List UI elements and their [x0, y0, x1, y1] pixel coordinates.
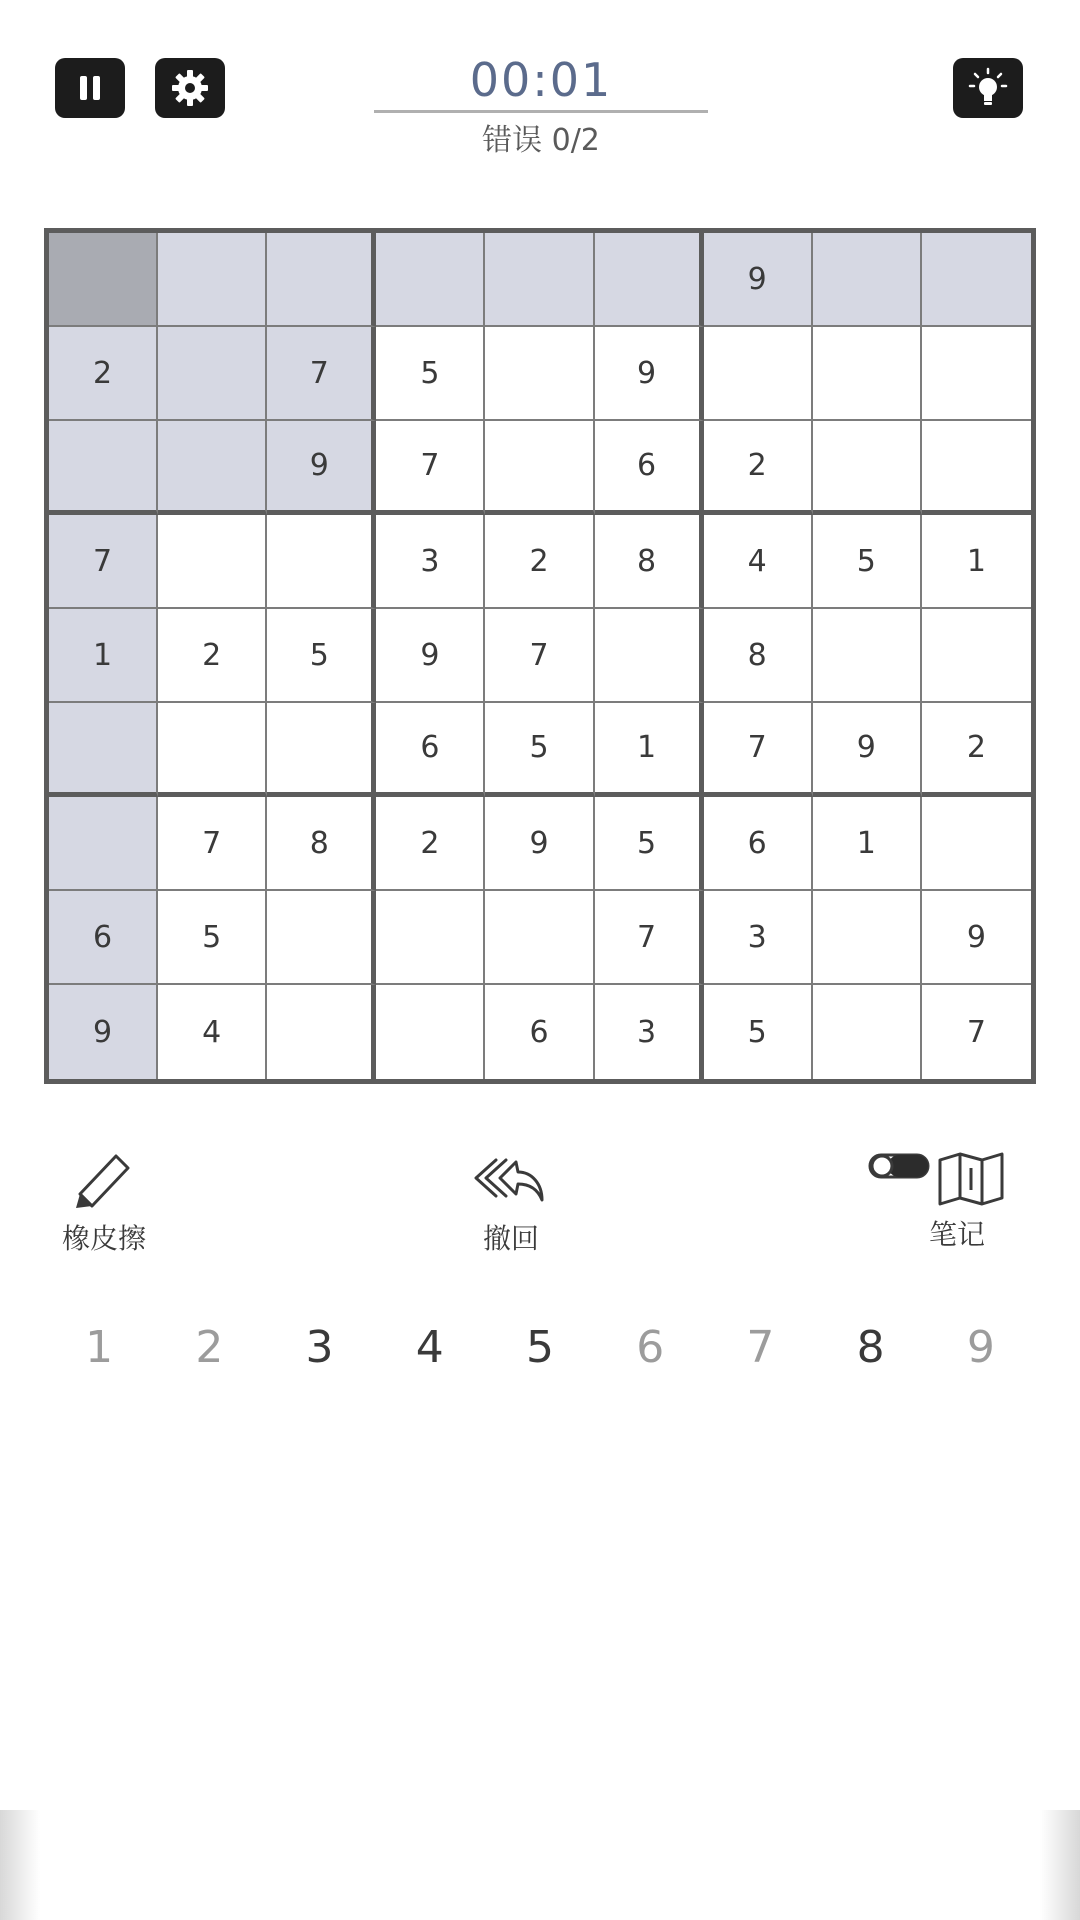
- undo-icon: [466, 1150, 556, 1214]
- sudoku-cell[interactable]: 1: [813, 797, 922, 891]
- sudoku-cell[interactable]: 8: [267, 797, 376, 891]
- sudoku-cell[interactable]: 7: [966, 1014, 986, 1050]
- settings-button[interactable]: [155, 58, 225, 118]
- notes-toggle[interactable]: [868, 1152, 930, 1184]
- sudoku-cell[interactable]: [158, 233, 267, 327]
- sudoku-cell[interactable]: 7: [704, 703, 813, 797]
- sudoku-cell[interactable]: 9: [595, 327, 704, 421]
- sudoku-cell[interactable]: 9: [813, 703, 922, 797]
- sudoku-cell[interactable]: 6: [704, 797, 813, 891]
- sudoku-cell[interactable]: [922, 609, 1031, 703]
- number-key-8[interactable]: 8: [856, 1322, 885, 1373]
- sudoku-cell[interactable]: 2: [922, 703, 1031, 797]
- gear-icon: [168, 66, 212, 110]
- sudoku-cell[interactable]: 5: [376, 327, 485, 421]
- sudoku-cell[interactable]: 7: [485, 609, 594, 703]
- sudoku-cell[interactable]: 9: [49, 985, 158, 1079]
- notebook-icon: [936, 1150, 1006, 1210]
- sudoku-cell[interactable]: 1: [595, 703, 704, 797]
- sudoku-grid: [44, 228, 1036, 1084]
- sudoku-cell[interactable]: [267, 233, 376, 327]
- pause-button[interactable]: [55, 58, 125, 118]
- sudoku-cell[interactable]: [704, 327, 813, 421]
- number-key-4[interactable]: 4: [415, 1322, 444, 1373]
- sudoku-cell[interactable]: [813, 327, 922, 421]
- notes-label: 笔记: [928, 1218, 985, 1251]
- sudoku-cell[interactable]: 9: [376, 609, 485, 703]
- sudoku-cell[interactable]: 5: [595, 797, 704, 891]
- sudoku-cell[interactable]: 3: [704, 891, 813, 985]
- sudoku-cell[interactable]: 5: [158, 891, 267, 985]
- sudoku-cell[interactable]: 7: [49, 515, 158, 609]
- notes-button[interactable]: [868, 1150, 1006, 1252]
- sudoku-cell[interactable]: 6: [595, 421, 704, 515]
- sudoku-cell[interactable]: [376, 233, 485, 327]
- eraser-icon: [64, 1150, 144, 1214]
- number-key-3[interactable]: 3: [305, 1322, 334, 1373]
- timer-underline: [374, 110, 708, 113]
- sudoku-cell[interactable]: 4: [158, 985, 267, 1079]
- sudoku-cell[interactable]: 2: [704, 421, 813, 515]
- lightbulb-icon: [966, 66, 1010, 110]
- sudoku-cell[interactable]: 5: [485, 703, 594, 797]
- sudoku-cell[interactable]: [813, 421, 922, 515]
- bottom-left-shade: [0, 1810, 40, 1920]
- undo-label: 撤回: [482, 1222, 539, 1255]
- sudoku-cell[interactable]: 5: [704, 985, 813, 1079]
- sudoku-cell[interactable]: [813, 609, 922, 703]
- sudoku-cell[interactable]: [49, 703, 158, 797]
- sudoku-cell[interactable]: 3: [595, 985, 704, 1079]
- sudoku-cell[interactable]: [485, 421, 594, 515]
- sudoku-cell[interactable]: [267, 985, 376, 1079]
- bottom-right-shade: [1040, 1810, 1080, 1920]
- eraser-button[interactable]: [62, 1150, 146, 1256]
- sudoku-cell[interactable]: [49, 233, 158, 327]
- sudoku-cell[interactable]: [267, 891, 376, 985]
- sudoku-cell[interactable]: [376, 891, 485, 985]
- sudoku-cell[interactable]: [485, 233, 594, 327]
- notes-controls: [868, 1150, 1006, 1210]
- sudoku-cell[interactable]: 8: [704, 609, 813, 703]
- sudoku-cell[interactable]: [267, 703, 376, 797]
- sudoku-cell[interactable]: 2: [158, 609, 267, 703]
- sudoku-cell[interactable]: [595, 609, 704, 703]
- eraser-label: 橡皮擦: [62, 1222, 147, 1255]
- number-pad: [44, 1318, 1036, 1378]
- sudoku-cell[interactable]: 9: [485, 797, 594, 891]
- sudoku-cell[interactable]: [813, 985, 922, 1079]
- sudoku-cell[interactable]: 1: [922, 515, 1031, 609]
- sudoku-cell[interactable]: 6: [49, 891, 158, 985]
- sudoku-cell[interactable]: [49, 421, 158, 515]
- sudoku-cell[interactable]: [922, 327, 1031, 421]
- number-key-5[interactable]: 5: [525, 1322, 554, 1373]
- sudoku-cell[interactable]: [813, 233, 922, 327]
- number-key-2[interactable]: 2: [195, 1322, 224, 1373]
- sudoku-cell[interactable]: 2: [485, 515, 594, 609]
- sudoku-cell[interactable]: 9: [267, 421, 376, 515]
- sudoku-cell[interactable]: [485, 891, 594, 985]
- number-key-9[interactable]: 9: [966, 1322, 995, 1373]
- mistakes-counter: 错误 0/2: [482, 123, 600, 158]
- sudoku-cell[interactable]: [595, 233, 704, 327]
- number-key-6[interactable]: 6: [636, 1322, 665, 1373]
- sudoku-cell[interactable]: 6: [485, 985, 594, 1079]
- sudoku-cell[interactable]: 9: [922, 891, 1031, 985]
- sudoku-cell[interactable]: 7: [595, 891, 704, 985]
- sudoku-cell[interactable]: [922, 797, 1031, 891]
- sudoku-cell[interactable]: [158, 421, 267, 515]
- sudoku-cell[interactable]: 5: [267, 609, 376, 703]
- sudoku-cell[interactable]: [158, 703, 267, 797]
- sudoku-cell[interactable]: [485, 327, 594, 421]
- number-key-7[interactable]: 7: [746, 1322, 775, 1373]
- sudoku-cell[interactable]: [922, 233, 1031, 327]
- sudoku-cell[interactable]: 8: [595, 515, 704, 609]
- sudoku-cell[interactable]: 2: [49, 327, 158, 421]
- sudoku-cell[interactable]: [158, 515, 267, 609]
- sudoku-cell[interactable]: 5: [813, 515, 922, 609]
- sudoku-cell[interactable]: 4: [704, 515, 813, 609]
- sudoku-cell[interactable]: [813, 891, 922, 985]
- number-key-1[interactable]: 1: [85, 1322, 114, 1373]
- timer: 00:01: [469, 53, 613, 107]
- sudoku-cell[interactable]: 2: [376, 797, 485, 891]
- timer-panel: [374, 52, 708, 159]
- sudoku-cell[interactable]: 7: [267, 327, 376, 421]
- sudoku-cell[interactable]: 7: [376, 421, 485, 515]
- sudoku-cell[interactable]: 9: [704, 233, 813, 327]
- sudoku-cell[interactable]: 1: [49, 609, 158, 703]
- sudoku-cell[interactable]: [49, 797, 158, 891]
- sudoku-cell[interactable]: [267, 515, 376, 609]
- sudoku-cell[interactable]: 6: [376, 703, 485, 797]
- sudoku-cell[interactable]: [922, 421, 1031, 515]
- sudoku-cell[interactable]: 3: [376, 515, 485, 609]
- pause-icon: [73, 71, 107, 105]
- sudoku-cell[interactable]: 7: [158, 797, 267, 891]
- hint-button[interactable]: [953, 58, 1023, 118]
- sudoku-cell[interactable]: [376, 985, 485, 1079]
- undo-button[interactable]: [466, 1150, 556, 1256]
- sudoku-cell[interactable]: [158, 327, 267, 421]
